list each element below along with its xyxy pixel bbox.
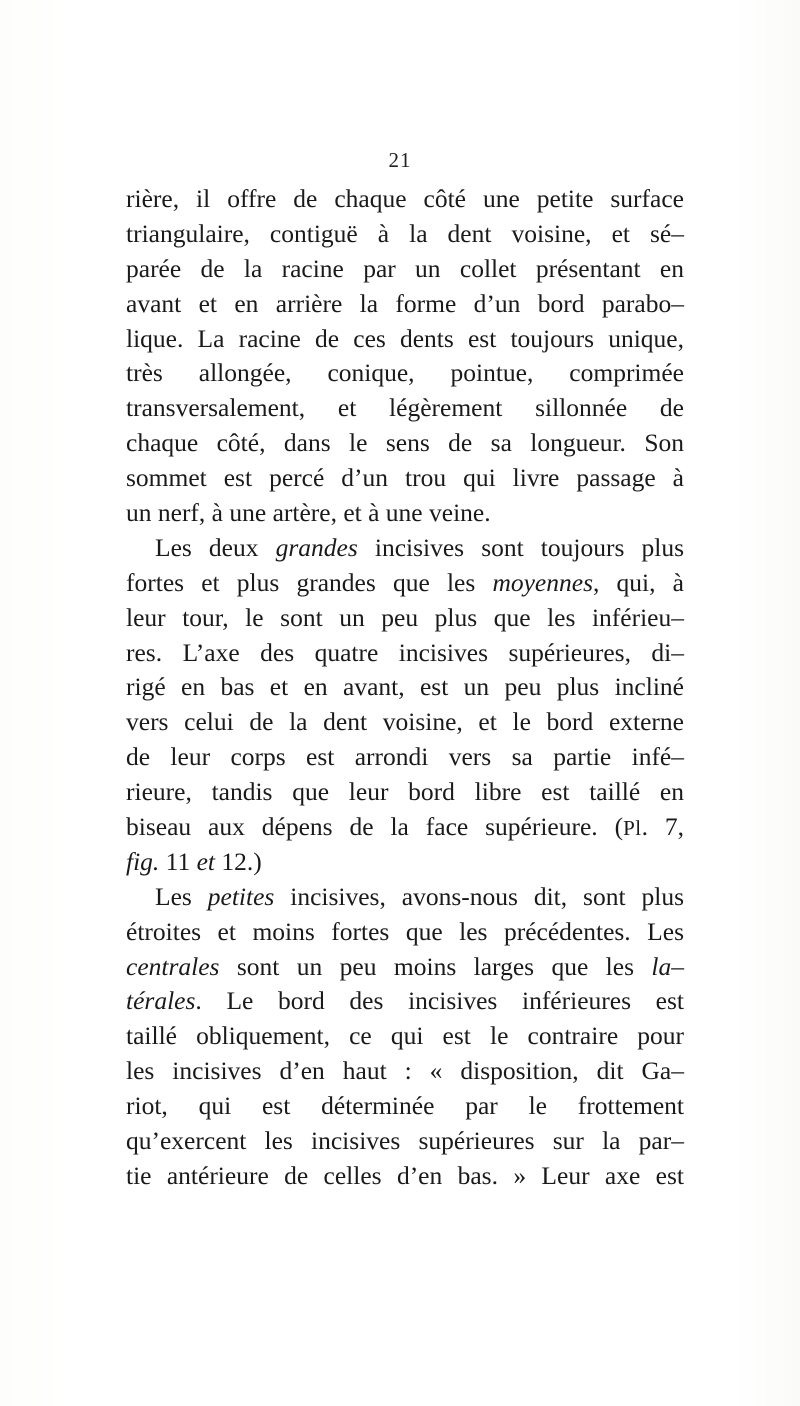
text-line <box>126 531 684 566</box>
text-segment: chaque côté, dans le sens de sa longueur. Son <box>126 428 684 458</box>
text-segment: sont un peu moins larges que les <box>219 951 652 981</box>
text-segment: 11 <box>159 846 197 876</box>
text-line <box>126 426 684 461</box>
text-segment: rière, il offre de chaque côté une petite surface <box>126 184 684 213</box>
text-line <box>126 950 684 985</box>
text-segment: avant et en arrière la forme d’un bord parabo– <box>126 288 684 318</box>
text-segment: res. L’axe des quatre incisives supérieures, di– <box>126 637 684 667</box>
text-line <box>126 496 684 531</box>
text-line <box>126 845 684 880</box>
text-segment: taillé obliquement, ce qui est le contraire pour <box>126 1021 684 1051</box>
text-segment: très allongée, conique, pointue, comprimée <box>126 358 684 388</box>
text-line <box>126 984 684 1019</box>
italic-text: et <box>196 846 216 876</box>
text-segment: incisives, avons-nous dit, sont plus <box>274 881 684 911</box>
text-line <box>126 287 684 322</box>
text-line <box>126 810 684 845</box>
text-segment: fortes et plus grandes que les <box>126 567 493 597</box>
italic-text: fig. <box>126 846 160 876</box>
text-segment: incisives sont toujours plus <box>357 532 685 562</box>
text-segment: étroites et moins fortes que les précédentes. Les <box>126 916 684 946</box>
text-segment: leur tour, le sont un peu plus que les inférieu– <box>126 602 684 632</box>
text-line <box>126 217 684 252</box>
text-segment: Les <box>155 881 208 911</box>
text-line <box>126 705 684 740</box>
text-line <box>126 880 684 915</box>
text-line <box>126 252 684 287</box>
text-segment: Les deux <box>155 532 276 562</box>
text-segment: transversalement, et légèrement sillonnée de <box>126 393 684 423</box>
body-text <box>126 182 684 1194</box>
text-segment: . 7, <box>641 812 684 842</box>
text-line <box>126 601 684 636</box>
text-segment: , qui, à <box>593 567 684 597</box>
text-line <box>126 356 684 391</box>
text-line <box>126 182 684 217</box>
text-line <box>126 636 684 671</box>
text-line <box>126 1124 684 1159</box>
text-line <box>126 915 684 950</box>
text-segment: biseau aux dépens de la face supérieure. ( <box>126 812 624 842</box>
small-caps-text: Pl <box>623 816 642 841</box>
text-segment: riot, qui est déterminée par le frottement <box>126 1091 684 1121</box>
text-segment: sommet est percé d’un trou qui livre passage à <box>126 463 684 493</box>
text-segment: un nerf, à une artère, et à une veine. <box>126 498 491 528</box>
text-line <box>126 1019 684 1054</box>
italic-text: térales <box>126 986 196 1016</box>
text-line <box>126 461 684 496</box>
italic-text: grandes <box>275 532 358 562</box>
italic-text: la– <box>651 951 684 981</box>
italic-text: petites <box>207 881 275 911</box>
text-line <box>126 740 684 775</box>
text-line <box>126 670 684 705</box>
text-segment: parée de la racine par un collet présentant en <box>126 253 684 283</box>
text-segment: . Le bord des incisives inférieures est <box>195 986 684 1016</box>
text-line <box>126 1159 684 1194</box>
text-segment: les incisives d’en haut : « disposition, dit Ga– <box>126 1056 684 1086</box>
text-line <box>126 1089 684 1124</box>
text-line <box>126 775 684 810</box>
text-segment: qu’exercent les incisives supérieures sur la par– <box>126 1126 684 1156</box>
italic-text: centrales <box>126 951 220 981</box>
page-number: 21 <box>388 148 412 172</box>
text-line <box>126 1054 684 1089</box>
text-line <box>126 391 684 426</box>
text-segment: rigé en bas et en avant, est un peu plus incliné <box>126 672 684 702</box>
italic-text: moyennes <box>492 567 593 597</box>
text-segment: de leur corps est arrondi vers sa partie infé– <box>126 742 684 772</box>
text-segment: vers celui de la dent voisine, et le bord externe <box>126 707 684 737</box>
text-segment: 12.) <box>215 846 262 876</box>
text-segment: lique. La racine de ces dents est toujours unique, <box>126 323 684 353</box>
text-segment: tie antérieure de celles d’en bas. » Leur axe est <box>126 1160 684 1190</box>
text-line <box>126 566 684 601</box>
text-segment: triangulaire, contiguë à la dent voisine, et sé– <box>126 218 684 248</box>
text-segment: rieure, tandis que leur bord libre est taillé en <box>126 777 684 807</box>
text-line <box>126 322 684 357</box>
